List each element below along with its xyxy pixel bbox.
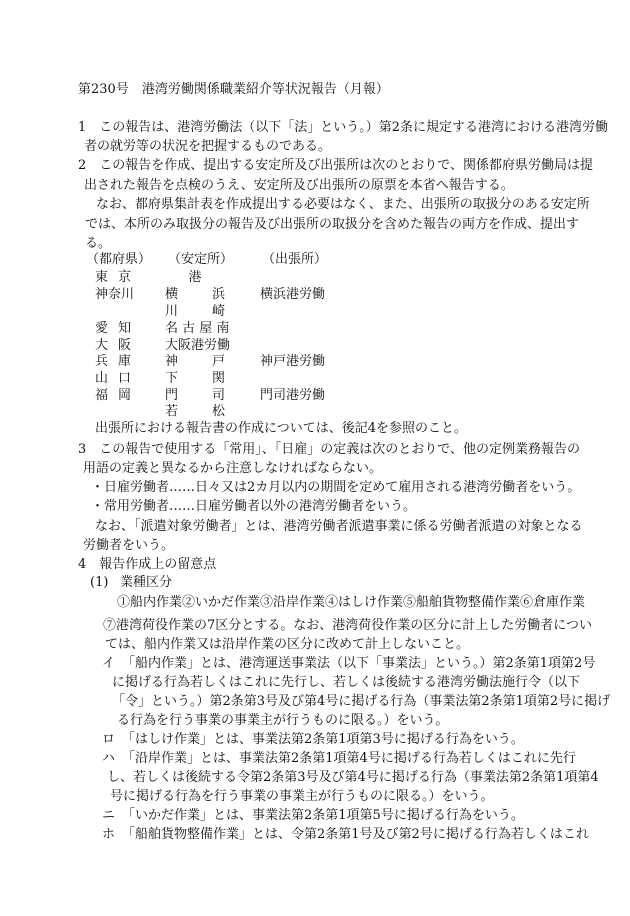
paragraph-line: では、本所のみ取扱分の報告及び出張所の取扱分を含めた報告の両方を作成、提出す <box>85 217 580 232</box>
item-label: ホ <box>102 827 116 842</box>
prefecture-cell: 愛 知 <box>95 321 131 336</box>
item-line: る行為を行う事業の事業主が行うものに限る。）をいう。 <box>117 713 449 728</box>
header-branch: （出張所） <box>262 252 328 267</box>
header-prefecture: （都府県） <box>86 252 152 267</box>
item-line: に掲げる行為若しくはこれに先行し、若しくは後続する港湾労働法施行令（以下 <box>112 675 581 690</box>
paragraph-line: ①船内作業②いかだ作業③沿岸作業④はしけ作業⑤船舶貨物整備作業⑥倉庫作業 <box>117 595 586 610</box>
paragraph-line: 出された報告を点検のうえ、安定所及び出張所の原票を本省へ報告する。 <box>84 178 514 193</box>
office-cell: 名 古 屋 南 <box>165 321 230 336</box>
paragraph-line: 用語の定義と異なるから注意しなければならない。 <box>83 461 383 476</box>
item-line: 「船舶貨物整備作業」とは、令第2条第1号及び第2号に掲げる行為若しくはこれ <box>122 827 589 842</box>
section-heading: 4 報告作成上の留意点 <box>78 557 217 572</box>
prefecture-cell: 福 岡 <box>95 388 131 403</box>
item-line: 「船内作業」とは、港湾運送事業法（以下「事業法」という。）第2条第1項第2号 <box>122 656 596 671</box>
subsection-title: 業種区分 <box>120 575 173 590</box>
prefecture-cell: 東 京 <box>95 270 131 285</box>
header-office: （安定所） <box>168 252 234 267</box>
office-cell: 神 戸 <box>165 354 225 369</box>
office-cell: 港 <box>188 270 202 285</box>
office-cell: 川 崎 <box>165 304 225 319</box>
office-cell: 若 松 <box>165 404 225 419</box>
prefecture-cell: 神奈川 <box>95 287 135 302</box>
item-line: 「いかだ作業」とは、事業法第2条第1項第5号に掲げる行為をいう。 <box>122 808 524 823</box>
item-line: 「はしけ作業」とは、事業法第2条第1項第3号に掲げる行為をいう。 <box>122 732 524 747</box>
office-cell: 横 浜 <box>165 287 225 302</box>
item-label: イ <box>102 656 116 671</box>
office-cell: 大阪港労働 <box>165 338 231 353</box>
branch-cell: 横浜港労働 <box>260 287 326 302</box>
paragraph-line: 3 この報告で使用する「常用」、「日雇」の定義は次のとおりで、他の定例業務報告の <box>78 442 581 457</box>
item-label: ロ <box>102 732 116 747</box>
item-label: ニ <box>102 808 116 823</box>
prefecture-cell: 山 口 <box>95 371 131 386</box>
paragraph-line: 2 この報告を作成、提出する安定所及び出張所は次のとおりで、関係都府県労働局は提 <box>78 158 594 173</box>
office-cell: 門 司 <box>165 388 225 403</box>
paragraph-line: 1 この報告は、港湾労働法（以下「法」という。）第2条に規定する港湾における港湾労働 <box>78 120 609 135</box>
paragraph-line: なお、都府県集計表を作成提出する必要はなく、また、出張所の取扱分のある安定所 <box>96 197 590 212</box>
item-line: 号に掲げる行為を行う事業の事業主が行うものに限る。）をいう。 <box>110 789 494 804</box>
prefecture-cell: 兵 庫 <box>95 354 131 369</box>
definition-item: ・日雇労働者……日々又は2カ月以内の期間を定めて雇用される港湾労働者をいう。 <box>91 480 581 495</box>
paragraph-line: なお、「派遣対象労働者」とは、港湾労働者派遣事業に係る労働者派遣の対象となる <box>95 519 583 534</box>
definition-item: ・常用労働者……日雇労働者以外の港湾労働者をいう。 <box>91 499 417 514</box>
branch-cell: 門司港労働 <box>260 388 326 403</box>
paragraph-line: ⑦港湾荷役作業の7区分とする。なお、港湾荷役作業の区分に計上した労働者につい <box>103 618 593 633</box>
item-line: 「沿岸作業」とは、事業法第2条第1項第4号に掲げる行為若しくはこれに先行 <box>122 751 576 766</box>
prefecture-cell: 大 阪 <box>95 338 131 353</box>
table-note: 出張所における報告書の作成については、後記4を参照のこと。 <box>95 421 468 436</box>
subsection-label: (1) <box>90 575 109 590</box>
branch-cell: 神戸港労働 <box>260 354 326 369</box>
paragraph-line: 者の就労等の状況を把握するものである。 <box>84 139 332 154</box>
office-cell: 下 関 <box>165 371 225 386</box>
form-title: 第230号 港湾労働関係職業紹介等状況報告（月報） <box>78 82 389 97</box>
item-line: し、若しくは後続する令第2条第3号及び第4号に掲げる行為（事業法第2条第1項第4 <box>107 770 599 785</box>
item-line: 「令」という。）第2条第3号及び第4号に掲げる行為（事業法第2条第1項第2号に掲げ <box>112 694 611 709</box>
paragraph-line: 労働者をいう。 <box>83 538 175 553</box>
item-label: ハ <box>102 751 116 766</box>
paragraph-line: る。 <box>85 236 112 251</box>
paragraph-line: ては、船内作業又は沿岸作業の区分に改めて計上しないこと。 <box>105 637 470 652</box>
